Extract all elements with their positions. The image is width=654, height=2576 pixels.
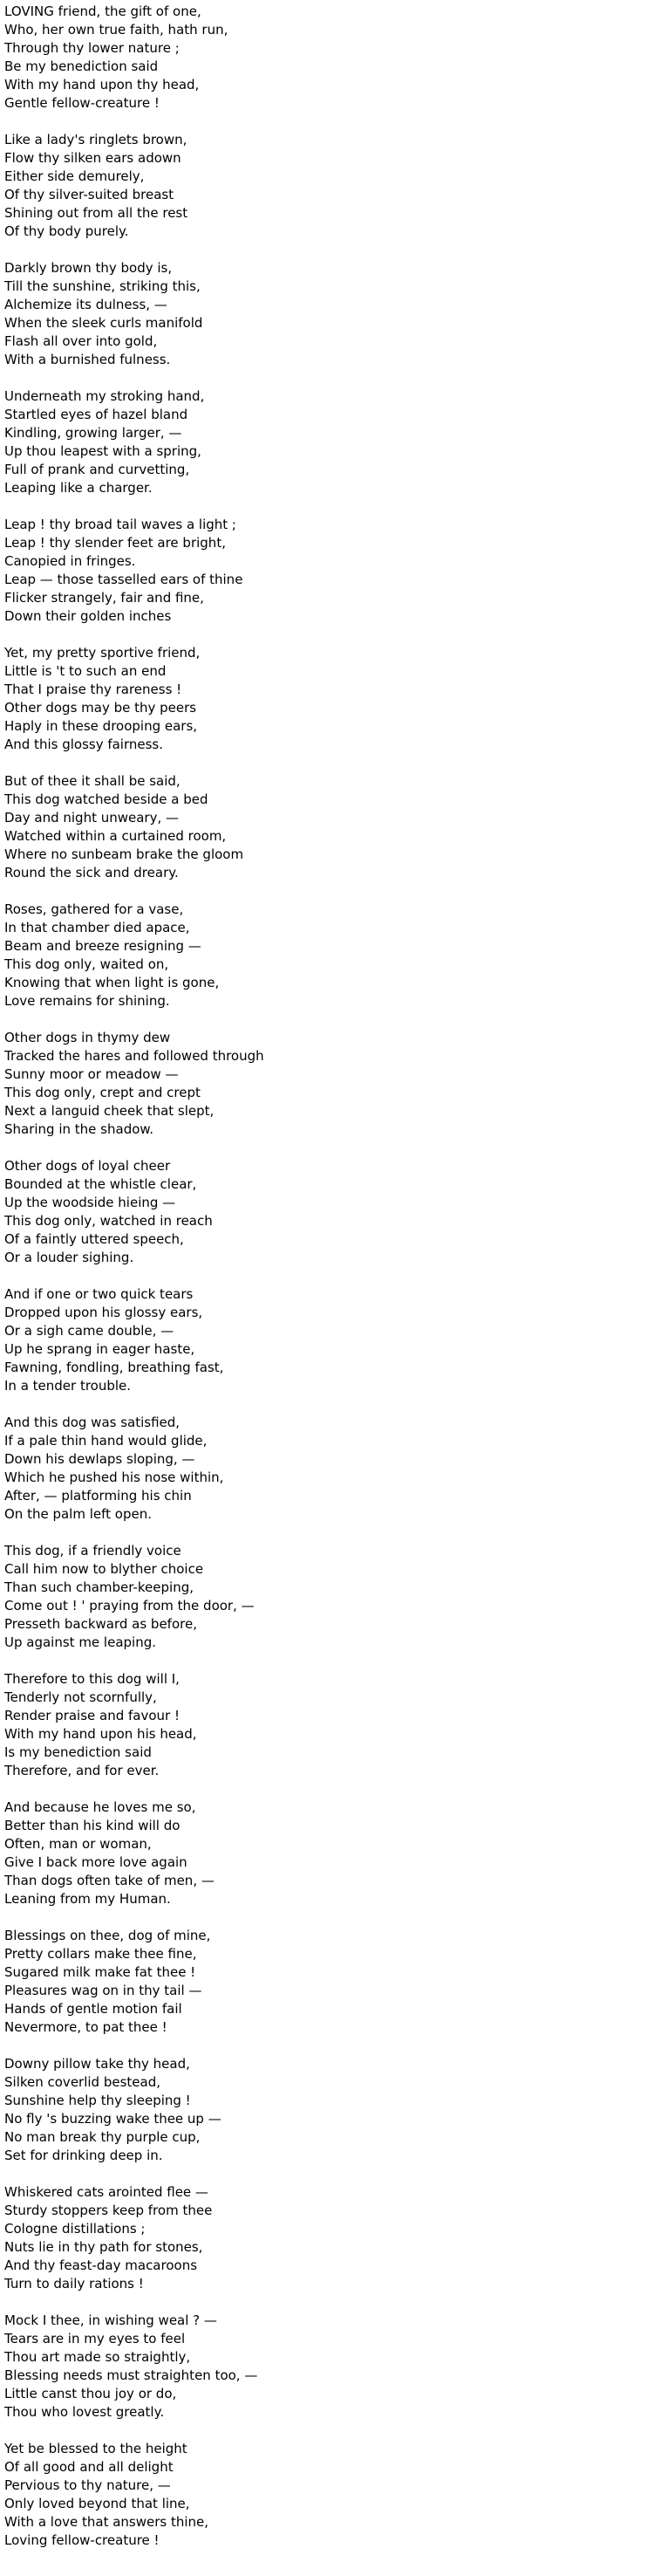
poem-line: Up he sprang in eager haste, xyxy=(4,1341,195,1357)
poem-line: Where no sunbeam brake the gloom xyxy=(4,846,244,862)
stanza xyxy=(4,1285,654,1395)
poem-line: Dropped upon his glossy ears, xyxy=(4,1305,203,1320)
poem-line: And this glossy fairness. xyxy=(4,736,164,752)
poem-line: Or a sigh came double, — xyxy=(4,1323,174,1339)
stanza xyxy=(4,387,654,497)
poem-line: Pleasures wag on in thy tail — xyxy=(4,1983,202,1998)
poem-line: And thy feast-day macaroons xyxy=(4,2257,198,2273)
poem-line: Nuts lie in thy path for stones, xyxy=(4,2239,203,2255)
stanza xyxy=(4,3,654,113)
poem-line: Flow thy silken ears adown xyxy=(4,150,181,166)
stanza xyxy=(4,2183,654,2293)
poem-line: Call him now to blyther choice xyxy=(4,1561,204,1577)
poem-line: Roses, gathered for a vase, xyxy=(4,901,184,917)
poem-line: Sunshine help thy sleeping ! xyxy=(4,2093,191,2108)
poem-line: Watched within a curtained room, xyxy=(4,828,227,844)
poem-line: Mock I thee, in wishing weal ? — xyxy=(4,2312,217,2328)
poem-line: Tears are in my eyes to feel xyxy=(4,2331,186,2346)
poem-line: Which he pushed his nose within, xyxy=(4,1470,224,1485)
poem-line: Who, her own true faith, hath run, xyxy=(4,22,228,38)
stanza xyxy=(4,1798,654,1908)
poem-line: Pretty collars make thee fine, xyxy=(4,1946,197,1962)
poem-line: But of thee it shall be said, xyxy=(4,773,181,789)
poem-line: Pervious to thy nature, — xyxy=(4,2477,171,2493)
poem-line: Little canst thou joy or do, xyxy=(4,2386,177,2401)
poem-line: Darkly brown thy body is, xyxy=(4,260,173,276)
poem-line: Leaping like a charger. xyxy=(4,480,153,496)
poem-line: Only loved beyond that line, xyxy=(4,2496,190,2511)
poem-line: Or a louder sighing. xyxy=(4,1250,134,1265)
poem-line: Knowing that when light is gone, xyxy=(4,975,220,990)
poem-line: In that chamber died apace, xyxy=(4,920,190,935)
poem-line: Loving fellow-creature ! xyxy=(4,2532,160,2548)
poem-line: Of all good and all delight xyxy=(4,2459,174,2475)
poem-line: This dog only, watched in reach xyxy=(4,1213,213,1229)
poem-line: Give I back more love again xyxy=(4,1854,187,1870)
poem-line: That I praise thy rareness ! xyxy=(4,682,182,697)
poem-line: After, — platforming his chin xyxy=(4,1488,192,1504)
poem-line: Other dogs of loyal cheer xyxy=(4,1158,171,1174)
stanza xyxy=(4,1029,654,1139)
poem-line: No fly 's buzzing wake thee up — xyxy=(4,2111,221,2127)
poem-line: Silken coverlid bestead, xyxy=(4,2074,160,2090)
poem-line: Up the woodside hieing — xyxy=(4,1195,176,1210)
stanza xyxy=(4,259,654,369)
poem-line: Nevermore, to pat thee ! xyxy=(4,2019,167,2035)
poem-line: Of thy body purely. xyxy=(4,223,129,239)
poem-line: Kindling, growing larger, — xyxy=(4,425,182,441)
poem-line: Fawning, fondling, breathing fast, xyxy=(4,1360,224,1375)
poem-line: Tracked the hares and followed through xyxy=(4,1048,264,1064)
poem-line: Thou who lovest greatly. xyxy=(4,2404,165,2420)
poem-line: Full of prank and curvetting, xyxy=(4,462,190,477)
poem-line: Underneath my stroking hand, xyxy=(4,388,205,404)
stanza xyxy=(4,1927,654,2037)
poem-line: Through thy lower nature ; xyxy=(4,40,180,56)
poem-line: Like a lady's ringlets brown, xyxy=(4,132,187,147)
poem-line: Sugared milk make fat thee ! xyxy=(4,1964,196,1980)
poem-line: Cologne distillations ; xyxy=(4,2221,146,2237)
poem-line: Blessing needs must straighten too, — xyxy=(4,2367,258,2383)
poem-line: Therefore, and for ever. xyxy=(4,1763,160,1778)
poem-line: With a love that answers thine, xyxy=(4,2514,209,2530)
poem-line: Blessings on thee, dog of mine, xyxy=(4,1928,211,1943)
poem-line: And this dog was satisfied, xyxy=(4,1415,181,1430)
poem-line: Other dogs in thymy dew xyxy=(4,1030,171,1045)
poem-line: Round the sick and dreary. xyxy=(4,865,179,880)
poem-line: Come out ! ' praying from the door, — xyxy=(4,1598,255,1613)
poem-line: Of a faintly uttered speech, xyxy=(4,1231,184,1247)
poem-line: Turn to daily rations ! xyxy=(4,2276,144,2292)
poem-line: Up thou leapest with a spring, xyxy=(4,443,201,459)
poem-line: Leaning from my Human. xyxy=(4,1891,171,1907)
poem-line: In a tender trouble. xyxy=(4,1378,132,1394)
poem-line: On the palm left open. xyxy=(4,1506,152,1522)
poem-line: Down their golden inches xyxy=(4,608,172,624)
poem-line: Haply in these drooping ears, xyxy=(4,718,198,734)
poem-line: Leap ! thy slender feet are bright, xyxy=(4,535,226,551)
stanza xyxy=(4,2440,654,2550)
poem-line: Alchemize its dulness, — xyxy=(4,297,167,312)
poem-line: Yet, my pretty sportive friend, xyxy=(4,645,201,661)
poem-line: Than dogs often take of men, — xyxy=(4,1873,215,1888)
poem-line: And if one or two quick tears xyxy=(4,1286,194,1302)
poem-line: Day and night unweary, — xyxy=(4,810,180,826)
poem-line: Leap — those tasselled ears of thine xyxy=(4,572,243,587)
poem-line: LOVING friend, the gift of one, xyxy=(4,3,201,19)
poem-line: Set for drinking deep in. xyxy=(4,2148,163,2163)
stanza xyxy=(4,1414,654,1524)
poem-line: Sturdy stoppers keep from thee xyxy=(4,2203,213,2218)
poem-line: Down his dewlaps sloping, — xyxy=(4,1451,195,1467)
poem-line: Often, man or woman, xyxy=(4,1836,152,1852)
poem-line: Other dogs may be thy peers xyxy=(4,700,197,716)
poem-line: Flicker strangely, fair and fine, xyxy=(4,590,204,606)
poem-line: Till the sunshine, striking this, xyxy=(4,278,201,294)
poem-line: Up against me leaping. xyxy=(4,1634,156,1650)
poem-line: Better than his kind will do xyxy=(4,1818,181,1833)
poem-line: With my hand upon thy head, xyxy=(4,77,200,92)
poem-line: Is my benediction said xyxy=(4,1744,152,1760)
poem-line: Gentle fellow-creature ! xyxy=(4,95,160,111)
poem-line: Of thy silver-suited breast xyxy=(4,187,174,202)
poem-line: Therefore to this dog will I, xyxy=(4,1671,180,1687)
poem-line: Leap ! thy broad tail waves a light ; xyxy=(4,517,236,532)
poem-line: Than such chamber-keeping, xyxy=(4,1579,194,1595)
poem-line: When the sleek curls manifold xyxy=(4,315,203,331)
poem-line: Thou art made so straightly, xyxy=(4,2349,191,2365)
poem-line: Canopied in fringes. xyxy=(4,553,136,569)
poem-line: And because he loves me so, xyxy=(4,1799,196,1815)
stanza xyxy=(4,772,654,882)
poem-line: This dog, if a friendly voice xyxy=(4,1543,181,1559)
poem-line: If a pale thin hand would glide, xyxy=(4,1433,208,1449)
stanza xyxy=(4,1157,654,1267)
poem-line: Beam and breeze resigning — xyxy=(4,938,201,954)
poem-line: Render praise and favour ! xyxy=(4,1708,180,1723)
poem-line: Startled eyes of hazel bland xyxy=(4,407,188,422)
stanza xyxy=(4,2055,654,2165)
poem-line: No man break thy purple cup, xyxy=(4,2129,201,2145)
poem-line: Next a languid cheek that slept, xyxy=(4,1103,215,1119)
stanza xyxy=(4,131,654,241)
stanza xyxy=(4,1542,654,1652)
poem-line: Sharing in the shadow. xyxy=(4,1121,154,1137)
poem-line: Little is 't to such an end xyxy=(4,663,167,679)
stanza xyxy=(4,901,654,1011)
poem-line: Flash all over into gold, xyxy=(4,333,158,349)
stanza xyxy=(4,516,654,626)
poem-line: Yet be blessed to the height xyxy=(4,2441,187,2456)
poem-line: Sunny moor or meadow — xyxy=(4,1066,179,1082)
poem-line: With a burnished fulness. xyxy=(4,352,171,367)
stanza xyxy=(4,1670,654,1780)
poem-line: Whiskered cats arointed flee — xyxy=(4,2184,208,2200)
stanza xyxy=(4,2312,654,2422)
poem-line: With my hand upon his head, xyxy=(4,1726,197,1742)
poem-line: Love remains for shining. xyxy=(4,993,170,1009)
poem-line: Tenderly not scornfully, xyxy=(4,1689,157,1705)
poem-line: Presseth backward as before, xyxy=(4,1616,197,1632)
poem-line: This dog only, waited on, xyxy=(4,956,169,972)
poem-line: Hands of gentle motion fail xyxy=(4,2001,182,2017)
poem-line: This dog only, crept and crept xyxy=(4,1085,201,1100)
poem-line: Be my benediction said xyxy=(4,58,159,74)
poem-line: Shining out from all the rest xyxy=(4,205,188,221)
poem-line: Downy pillow take thy head, xyxy=(4,2056,190,2072)
poem-line: Either side demurely, xyxy=(4,168,145,184)
poem-line: This dog watched beside a bed xyxy=(4,791,208,807)
poem-line: Bounded at the whistle clear, xyxy=(4,1176,197,1192)
stanza xyxy=(4,644,654,754)
